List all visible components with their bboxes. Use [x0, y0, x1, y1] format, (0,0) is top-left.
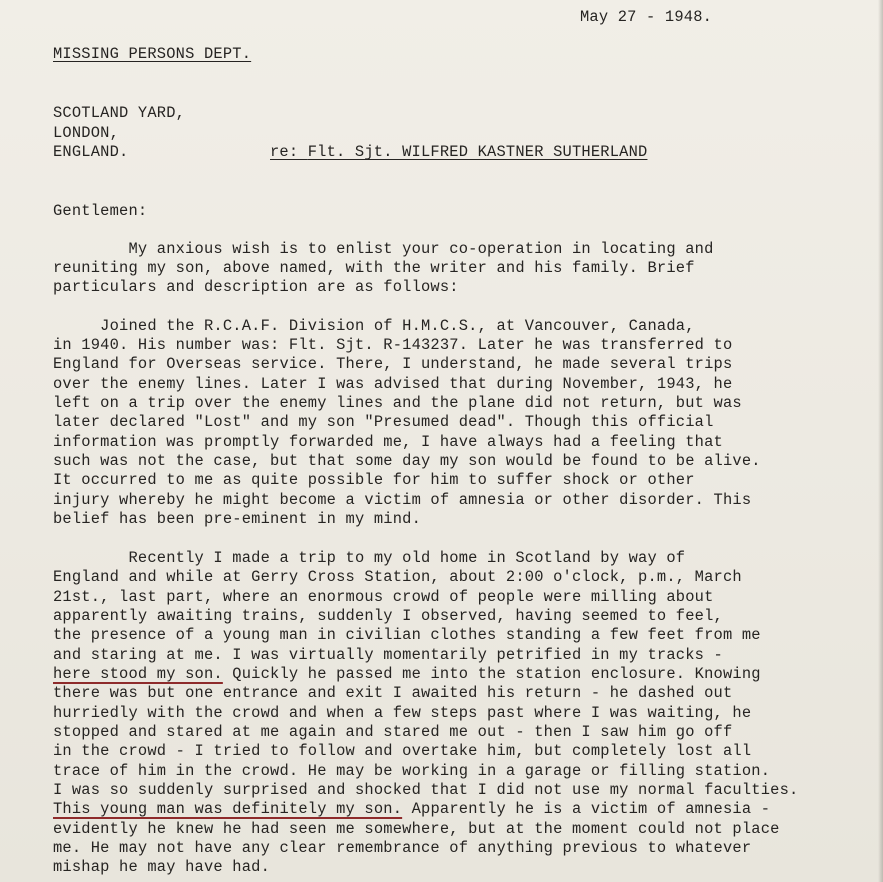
letter-date: May 27 - 1948.	[580, 8, 713, 26]
paragraph-3-line: 21st., last part, where an enormous crowd of people were milling about	[53, 588, 714, 606]
paragraph-1-line: My anxious wish is to enlist your co-operation in locating and	[53, 240, 714, 258]
paragraph-3-line: apparently awaiting trains, suddenly I observed, having seemed to feel,	[53, 607, 723, 625]
subject-name: Flt. Sjt. WILFRED KASTNER SUTHERLAND	[307, 143, 648, 161]
paragraph-2-line: England for Overseas service. There, I understand, he made several trips	[53, 355, 733, 373]
paragraph-1-line: particulars and description are as follows:	[53, 278, 459, 296]
paragraph-3-line-rest: Quickly he passed me into the station enclosure. Knowing	[222, 665, 761, 683]
paragraph-2-line: injury whereby he might become a victim of amnesia or other disorder. This	[53, 491, 752, 509]
underlined-here-stood-my-son: here stood my son.	[53, 665, 223, 683]
paragraph-2-line: Joined the R.C.A.F. Division of H.M.C.S., at Vancouver, Canada,	[53, 317, 695, 335]
paragraph-3-line: mishap he may have had.	[53, 858, 271, 876]
salutation: Gentlemen:	[53, 202, 148, 220]
page-edge-shadow	[878, 0, 883, 882]
paragraph-1-line: reuniting my son, above named, with the writer and his family. Brief	[53, 259, 695, 277]
paragraph-3-line: in the crowd - I tried to follow and overtake him, but completely lost all	[53, 742, 752, 760]
paragraph-2-line: such was not the case, but that some day my son would be found to be alive.	[53, 452, 761, 470]
paragraph-3-line-rest: Apparently he is a victim of amnesia -	[402, 800, 771, 818]
subject-prefix: re:	[270, 143, 308, 161]
paragraph-3-line: England and while at Gerry Cross Station, about 2:00 o'clock, p.m., March	[53, 568, 742, 586]
address-line-1: SCOTLAND YARD,	[53, 104, 186, 122]
paragraph-3-line: hurriedly with the crowd and when a few steps past where I was waiting, he	[53, 704, 752, 722]
paragraph-3-line: Recently I made a trip to my old home in Scotland by way of	[53, 549, 686, 567]
paragraph-2-line: left on a trip over the enemy lines and the plane did not return, but was	[53, 394, 742, 412]
paragraph-3-line	[53, 665, 761, 683]
paragraph-2-line: later declared "Lost" and my son "Presumed dead". Though this official	[53, 413, 714, 431]
address-line-2: LONDON,	[53, 124, 120, 142]
paragraph-2-line: in 1940. His number was: Flt. Sjt. R-143237. Later he was transferred to	[53, 336, 733, 354]
paragraph-2-line: belief has been pre-eminent in my mind.	[53, 510, 421, 528]
paragraph-2-line: It occurred to me as quite possible for him to suffer shock or other	[53, 471, 695, 489]
subject-line	[270, 143, 647, 161]
paragraph-3-line: I was so suddenly surprised and shocked that I did not use my normal faculties.	[53, 781, 799, 799]
paragraph-3-line: the presence of a young man in civilian clothes standing a few feet from me	[53, 626, 761, 644]
paragraph-3-line: evidently he knew he had seen me somewhere, but at the moment could not place	[53, 820, 780, 838]
paragraph-3-line: and staring at me. I was virtually momentarily petrified in my tracks -	[53, 646, 723, 664]
paragraph-2-line: over the enemy lines. Later I was advised that during November, 1943, he	[53, 375, 733, 393]
paragraph-3-line: there was but one entrance and exit I awaited his return - he dashed out	[53, 684, 733, 702]
paragraph-3-line: me. He may not have any clear remembrance of anything previous to whatever	[53, 839, 752, 857]
paragraph-3-line: stopped and stared at me again and stared me out - then I saw him go off	[53, 723, 733, 741]
department-heading: MISSING PERSONS DEPT.	[53, 45, 252, 63]
paragraph-3-line	[53, 800, 770, 818]
underlined-definitely-my-son: This young man was definitely my son.	[53, 800, 403, 818]
address-line-3: ENGLAND.	[53, 143, 129, 161]
paragraph-2-line: information was promptly forwarded me, I have always had a feeling that	[53, 433, 723, 451]
paragraph-3-line: trace of him in the crowd. He may be working in a garage or filling station.	[53, 762, 771, 780]
